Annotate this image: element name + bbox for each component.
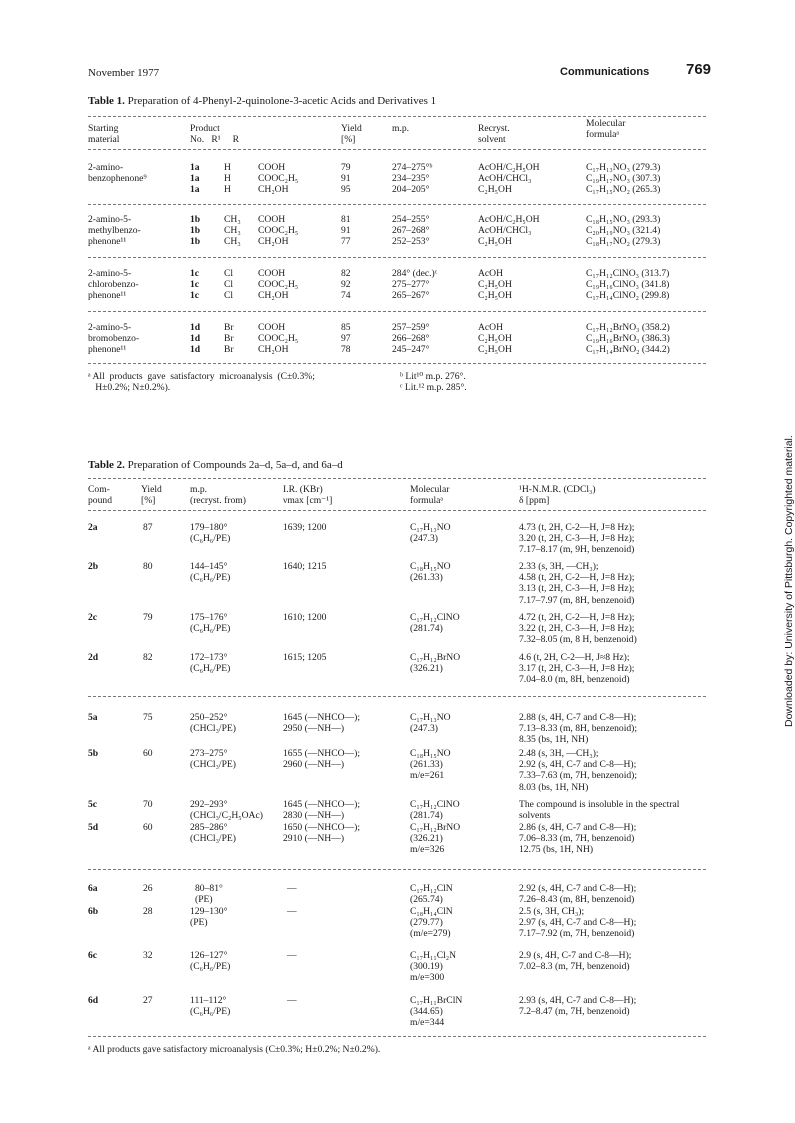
download-notice: Downloaded by: University of Pittsburgh. Copyrighted material. [783,435,795,727]
t2-no: 6c [88,950,98,961]
t1-no: 1a 1a 1a [190,162,200,196]
t2-yield: 80 [143,561,153,572]
t2-yield: 75 [143,712,153,723]
t2-mp: 111–112° (C₆H₆/PE) [190,995,231,1018]
t2-no: 2d [88,652,99,663]
t2-ir: 1655 (—NHCO—); 2960 (—NH—) [283,748,361,771]
t2-nmr: 2.33 (s, 3H, —CH₃); 4.58 (t, 2H, C-2—H, J=8 Hz); 3.13 (t, 2H, C-3—H, J=8 Hz); 7.17–7.97 (m, 8H, benzenoid) [519,561,635,606]
t1-mp: 257–259° 266–268° 245–247° [392,322,430,356]
t2-mp: 129–130° (PE) [190,906,228,929]
t2-no: 2b [88,561,99,572]
t2-no: 6d [88,995,99,1006]
t1-no: 1c 1c 1c [190,268,200,302]
t1-head-recryst: Recryst. solvent [478,123,510,146]
t2-yield: 79 [143,612,153,623]
table2-caption-label: Table 2. [88,459,125,471]
t2-no: 2a [88,522,98,533]
table1-caption-text: Preparation of 4-Phenyl-2-quinolone-3-acetic Acids and Derivatives 1 [124,95,437,107]
page-number: 769 [686,61,712,78]
t1-solvent: AcOH/C₂H₅OH AcOH/CHCl₃ C₂H₅OH [478,162,540,196]
t2-mp: 250–252° (CHCl₃/PE) [190,712,236,735]
t2-nmr: 2.5 (s, 3H, CH₃); 2.97 (s, 4H, C-7 and C-8—H); 7.17–7.92 (m, 7H, benzenoid) [519,906,637,940]
t1-r: COOH COOC₂H₅ CH₂OH [258,322,299,356]
table1-caption-label: Table 1. [88,95,125,107]
t1-formula: C₁₈H₁₅NO₃ (293.3) C₂₀H₁₉NO₃ (321.4) C₁₈H₁₇NO₂ (279.3) [586,214,661,248]
t2-mp: 144–145° (C₆H₆/PE) [190,561,231,584]
t2-formula: C₁₇H₁₂BrNO (326.21) [410,652,461,675]
table1-caption [88,95,436,107]
table2-caption-text: Preparation of Compounds 2a–d, 5a–d, and 6a–d [124,459,343,471]
t2-ir: — [287,995,297,1006]
table2-rule-sep [88,696,706,697]
t1-solvent: AcOH/C₂H₅OH AcOH/CHCl₃ C₂H₅OH [478,214,540,248]
t2-ir: 1639; 1200 [283,522,327,533]
t2-formula: C₁₇H₁₃NO (247.3) [410,522,451,545]
t2-nmr: 4.73 (t, 2H, C-2—H, J=8 Hz); 3.20 (t, 2H, C-3—H, J=8 Hz); 7.17–8.17 (m, 9H, benzenoid) [519,522,635,556]
t1-formula: C₁₇H₁₂ClNO₃ (313.7) C₁₉H₁₆ClNO₃ (341.8) C₁₇H₁₄ClNO₂ (299.8) [586,268,670,302]
t2-formula: C₁₇H₁₂ClN (265.74) [410,883,453,906]
t2-nmr: 4.6 (t, 2H, C-2—H, J≈8 Hz); 3.17 (t, 2H, C-3—H, J=8 Hz); 7.04–8.0 (m, 8H, benzenoid) [519,652,635,686]
t1-r1: Cl Cl Cl [224,268,234,302]
t2-mp: 80–81° (PE) [195,883,223,906]
t1-head-mp: m.p. [392,123,410,134]
t2-no: 5d [88,822,99,833]
t1-head-starting: Starting material [88,123,120,146]
table1-rule-head [88,149,706,150]
t2-nmr: 2.48 (s, 3H, —CH₃); 2.92 (s, 4H, C-7 and C-8—H); 7.33–7.63 (m, 7H, benzenoid); 8.03 (bs, 1H, NH) [519,748,638,793]
table2-footnote: ᵃ All products gave satisfactory microanalysis (C±0.3%; H±0.2%; N±0.2%). [88,1044,381,1055]
t2-nmr: The compound is insoluble in the spectral solvents [519,799,680,822]
t2-nmr: 2.92 (s, 4H, C-7 and C-8—H); 7.26–8.43 (m, 8H, benzenoid) [519,883,637,906]
t1-start: 2-amino-5- bromobenzo- phenone¹¹ [88,322,140,356]
table2-caption [88,459,343,471]
t1-no: 1b 1b 1b [190,214,201,248]
t2-ir: — [287,950,297,961]
t2-yield: 82 [143,652,153,663]
t2-nmr: 2.9 (s, 4H, C-7 and C-8—H); 7.02–8.3 (m, 7H, benzenoid) [519,950,632,973]
t2-formula: C₁₈H₁₅NO (261.33) [410,561,451,584]
t2-no: 6b [88,906,99,917]
t1-mp: 274–275°ᵇ 234–235° 204–205° [392,162,433,196]
table2-rule-top [88,478,706,479]
t2-nmr: 4.72 (t, 2H, C-2—H, J=8 Hz); 3.22 (t, 2H, C-3—H, J=8 Hz); 7.32–8.05 (m, 8 H, benzenoid) [519,612,637,646]
t1-start: 2-amino- benzophenone⁹ [88,162,147,185]
t2-mp: 285–286° (CHCl₃/PE) [190,822,236,845]
table2-rule-sep [88,869,706,870]
t1-r1: CH₃ CH₃ CH₃ [224,214,241,248]
t1-formula: C₁₇H₁₂BrNO₃ (358.2) C₁₉H₁₆BrNO₃ (386.3) C₁₇H₁₄BrNO₂ (344.2) [586,322,670,356]
t2-yield: 70 [143,799,153,810]
t2-no: 6a [88,883,98,894]
table1-rule-bottom [88,363,706,364]
table2-rule-head [88,510,706,511]
table1-footnote-a: ᵃ All products gave satisfactory microanalysis (C±0.3%; H±0.2%; N±0.2%). [88,371,315,394]
t2-formula: C₁₈H₁₄ClN (279.77) (m/e=279) [410,906,453,940]
t2-mp: 175–176° (C₆H₆/PE) [190,612,231,635]
t1-yield: 82 92 74 [341,268,351,302]
t2-mp: 172–173° (C₆H₆/PE) [190,652,231,675]
t1-yield: 81 91 77 [341,214,351,248]
t2-mp: 126–127° (C₆H₆/PE) [190,950,231,973]
t2-formula: C₁₇H₁₃NO (247.3) [410,712,451,735]
header-date: November 1977 [88,67,160,79]
t2-mp: 292–293° (CHCl₃/C₂H₅OAc) [190,799,263,822]
t2-ir: 1640; 1215 [283,561,327,572]
t1-solvent: AcOH C₂H₅OH C₂H₅OH [478,268,512,302]
t1-r1: H H H [224,162,231,196]
t2-yield: 32 [143,950,153,961]
t2-no: 5b [88,748,99,759]
table1-rule-sep [88,257,706,258]
t2-ir: — [287,883,297,894]
t1-r: COOH COOC₂H₅ CH₂OH [258,162,299,196]
t1-solvent: AcOH C₂H₅OH C₂H₅OH [478,322,512,356]
table1-rule-top [88,116,706,117]
t1-head-yield: Yield [%] [341,123,362,146]
t1-start: 2-amino-5- methylbenzo- phenone¹¹ [88,214,141,248]
t2-yield: 28 [143,906,153,917]
t1-yield: 85 97 78 [341,322,351,356]
table2-rule-bottom [88,1036,706,1037]
t2-mp: 179–180° (C₆H₆/PE) [190,522,231,545]
t2-nmr: 2.88 (s, 4H, C-7 and C-8—H); 7.13–8.33 (m, 8H, benzenoid); 8.35 (bs, 1H, NH) [519,712,638,746]
t2-formula: C₁₇H₁₂ClNO (281.74) [410,799,460,822]
header-section: Communications [560,66,650,78]
t1-start: 2-amino-5- chlorobenzo- phenone¹¹ [88,268,139,302]
t2-head-yield: Yield [%] [141,484,162,507]
t2-ir: 1645 (—NHCO—); 2950 (—NH—) [283,712,361,735]
t2-formula: C₁₇H₁₁BrClN (344.65) m/e=344 [410,995,463,1029]
t2-yield: 60 [143,748,153,759]
t1-no: 1d 1d 1d [190,322,201,356]
t1-mp: 284° (dec.)ᶜ 275–277° 265–267° [392,268,438,302]
t2-mp: 273–275° (CHCl₃/PE) [190,748,236,771]
table1-rule-sep [88,311,706,312]
t1-yield: 79 91 95 [341,162,351,196]
table1-rule-sep [88,204,706,205]
t2-yield: 87 [143,522,153,533]
t1-head-product: Product No. R¹ R [190,123,239,146]
t2-ir: 1610; 1200 [283,612,327,623]
t1-formula: C₁₇H₁₃NO₃ (279.3) C₁₉H₁₇NO₃ (307.3) C₁₇H₁₅NO₂ (265.3) [586,162,661,196]
t2-yield: 26 [143,883,153,894]
t1-r: COOH COOC₂H₅ CH₂OH [258,214,299,248]
t2-yield: 27 [143,995,153,1006]
t2-head-compound: Com- pound [88,484,112,507]
t2-yield: 60 [143,822,153,833]
t1-head-formula: Molecular formulaᵃ [586,118,626,141]
t2-ir: 1645 (—NHCO—); 2830 (—NH—) [283,799,361,822]
t2-no: 5a [88,712,98,723]
t1-mp: 254–255° 267–268° 252–253° [392,214,430,248]
t1-r: COOH COOC₂H₅ CH₂OH [258,268,299,302]
t2-nmr: 2.86 (s, 4H, C-7 and C-8—H); 7.06–8.33 (m, 7H, benzenoid) 12.75 (bs, 1H, NH) [519,822,637,856]
t2-head-mp: m.p. (recryst. from) [190,484,246,507]
t2-head-formula: Molecular formulaᵃ [410,484,450,507]
t1-r1: Br Br Br [224,322,234,356]
t2-no: 5c [88,799,98,810]
t2-nmr: 2.93 (s, 4H, C-7 and C-8—H); 7.2–8.47 (m, 7H, benzenoid) [519,995,637,1018]
t2-head-ir: I.R. (KBr) νmax [cm⁻¹] [283,484,333,507]
t2-formula: C₁₇H₁₁Cl₂N (300.19) m/e=300 [410,950,457,984]
t2-ir: — [287,906,297,917]
t2-formula: C₁₇H₁₂ClNO (281.74) [410,612,460,635]
t2-formula: C₁₈H₁₅NO (261.33) m/e=261 [410,748,451,782]
t2-ir: 1615; 1205 [283,652,327,663]
table1-footnote-bc: ᵇ Lit¹⁰ m.p. 276°. ᶜ Lit.¹² m.p. 285°. [400,371,467,394]
t2-no: 2c [88,612,98,623]
t2-head-nmr: ¹H-N.M.R. (CDCl₃) δ [ppm] [519,484,596,507]
t2-ir: 1650 (—NHCO—); 2910 (—NH—) [283,822,361,845]
t2-formula: C₁₇H₁₂BrNO (326.21) m/e=326 [410,822,461,856]
